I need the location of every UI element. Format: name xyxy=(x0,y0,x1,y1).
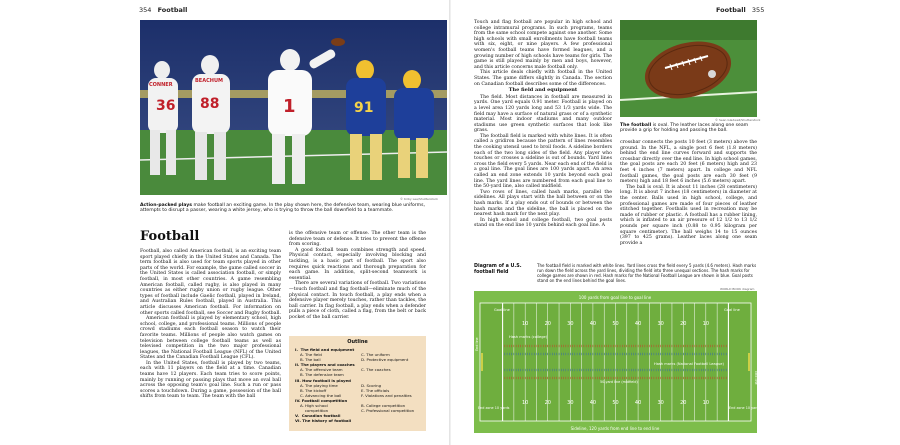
right-photo-credit: © Sean Gladwell/Shutterstock xyxy=(715,118,761,122)
yard-number: 20 xyxy=(680,400,687,406)
paragraph: A good football team combines strength and speed. Physical contact, especially involving blocking and tackling, is a basic part of football. The sport also requires quick reactions and thorough preparation for each game. In addition, split-second teamwork is essential. xyxy=(289,247,426,281)
paragraph: The football field is marked with white lines. It is often called a gridiron because the pattern of lines resembles the cooking utensil used to broil foods. A sideline borders each of the two long sides of the field. Any player who touches or crosses a sideline is out of bounds. Yard lines cross the field every 5 yards. Near each end of the field is a goal line. The goal lines are 100 yards apart. An area called an end zone extends 10 yards beyond each goal line. The yard lines are numbered from each goal line to the 50-yard line, also called midfield. xyxy=(474,133,612,190)
outline-item: III. How football is played xyxy=(295,377,351,383)
right-running-head: Football xyxy=(716,6,746,14)
paragraph: The ball is oval. It is about 11 inches (28 centimeters) long. It is about 7 inches (18 centimeters) in diameter at the center. Balls used in high school, college, and professional games are made of four pieces of leather stitched together. Footballs used in recreation may be made of rubber or plastic. A football has a rubber lining, which is inflated to an air pressure of 12 1/2 to 13 1/2 pounds per square inch (0.88 to 0.95 kilogram per square centimeter). The ball weighs 14 to 15 ounces (397 to 425 grams). Leather laces along one seam provide a xyxy=(620,184,757,246)
paragraph: Touch and flag football are popular in high school and college intramural programs. In such programs, teams from the same school compete against one another. Some high schools with small enrollments have football teams with six, eight, or nine players. A few professional women's football teams have formed leagues, and a growing number of high schools have teams for girls. The game is still played mainly by men and boys, however, and this article concerns male football only. xyxy=(474,20,612,70)
nfl-hash-label: Hash marks (National Football League) xyxy=(654,362,724,366)
yard-number: 20 xyxy=(680,321,687,327)
paragraph: Two rows of lines, called hash marks, parallel the sidelines. All plays start with the ball between or on the hash marks. If a play ends out of bounds or between the hash marks and the sideline, the ball is placed on the nearest hash mark for the next play. xyxy=(474,189,612,218)
left-running-head: Football xyxy=(157,6,188,14)
right-column-2 xyxy=(620,140,757,262)
yard-number: 40 xyxy=(634,321,642,327)
outline-item xyxy=(361,418,414,423)
outline-title: Outline xyxy=(347,339,368,345)
right-photo-caption xyxy=(620,123,757,134)
left-caption-text: make football an exciting game. In the play shown here, the defensive team, wearing blue uniforms, attempts to disrupt a passer, wearing a white jersey, who is trying to throw the ball downfield to a teammate. xyxy=(140,203,425,214)
ball-photo-image xyxy=(620,20,757,117)
yard-number: 40 xyxy=(589,400,597,406)
yard-number: 30 xyxy=(567,321,574,327)
end-zone-label-right: End zone 10 yards xyxy=(729,406,761,410)
jersey-name-1: CONNER xyxy=(149,82,173,88)
football-ball-photo xyxy=(620,20,757,117)
article-outline-box xyxy=(289,336,426,431)
yard-number: 50 xyxy=(612,321,619,327)
diagram-label: Diagram of a U.S. football field xyxy=(474,264,522,275)
yard-number: 20 xyxy=(544,400,551,406)
diagram-caption: The football field is marked with white lines. Yard lines cross the field every 5 yards (4.6 meters). Hash marks run down the field across the yard lines, dividing the field into three unequal sections. The hash marks for college games are shown in red. Hash marks for the National Football League are shown in blue. Goal posts stand on the end lines behind the goal lines. xyxy=(537,263,757,283)
yard-number: 30 xyxy=(657,321,664,327)
dimension-top: 100 yards from goal line to goal line xyxy=(578,295,652,300)
left-column-1 xyxy=(140,249,281,443)
jersey-number-1: 36 xyxy=(156,98,176,114)
outline-item: VI. The history of football xyxy=(295,418,352,424)
left-photo-caption xyxy=(140,203,440,214)
entry-title: Football xyxy=(140,229,200,244)
yard-number: 50 xyxy=(612,400,619,406)
right-column-1 xyxy=(474,20,612,262)
outline-item: IV. Football competition xyxy=(295,397,348,403)
paragraph: In high school and college football, two goal posts stand on the end line 10 yards behind each goal line. A xyxy=(474,217,612,229)
outline-item: B. College competition xyxy=(361,403,406,409)
left-folio xyxy=(139,6,187,14)
yard-number: 30 xyxy=(567,400,574,406)
outline-item: I. The field and equipment xyxy=(295,347,355,352)
left-caption-lead: Action-packed plays xyxy=(140,203,192,208)
end-line-label-right: End line xyxy=(754,371,758,385)
yard-number: 10 xyxy=(521,321,529,327)
yard-number: 10 xyxy=(521,400,529,406)
yard-number: 10 xyxy=(702,400,710,406)
jersey-number-4: 91 xyxy=(354,100,374,116)
outline-right-list xyxy=(361,347,414,423)
end-line-label-left: End line xyxy=(475,337,479,351)
action-photo-image xyxy=(140,20,447,195)
midfield-label: 50-yard line (midfield) xyxy=(600,380,638,384)
yard-number: 30 xyxy=(657,400,664,406)
jersey-name-2: BEACHUM xyxy=(195,78,223,84)
outline-item: D. Scoring xyxy=(361,382,382,388)
right-folio xyxy=(716,6,764,14)
paragraph: crossbar connects the posts 10 feet (3 meters) above the ground. In the NFL, a single post 6 feet (1.8 meters) behind the end line curves forward and supports the crossbar directly over the end line. In high school games, the goal posts are each 20 feet (6 meters) high and 23 feet 4 inches (7 meters) apart. In college and NFL football games, the goal posts are each 30 feet (9 meters) high and 18 feet 6 inches (5.6 meters) apart. xyxy=(620,140,757,185)
left-photo-credit: © Kirby Lee/Shutterstock xyxy=(400,197,439,201)
outline-item: V. Canadian football xyxy=(295,413,341,419)
outline-item: B. The ball xyxy=(295,357,321,363)
intro-paragraph: Football, also called American football, is an exciting team sport played chiefly in the United States and Canada. The term football is also used for team sports played in other parts of the world. For example, the game called soccer in the United States is called association football, or simply football, in most other countries. A game resembling American football, called rugby, is also played in many countries as either rugby union or rugby league. Other types of football include Gaelic football, played in Ireland, and Australian Rules football, played in Australia. This article discusses American football. For information on other sports called football, see Soccer and Rugby football. xyxy=(140,249,281,316)
yard-number: 10 xyxy=(702,321,710,327)
page-gutter xyxy=(449,0,451,445)
paragraph: is the offensive team or offense. The other team is the defensive team or defense. It tries to prevent the offense from scoring. xyxy=(289,231,426,248)
end-zone-label-left: End zone 10 yards xyxy=(478,406,510,410)
outline-item: competition xyxy=(295,408,329,414)
yard-number: 40 xyxy=(634,400,642,406)
football-action-photo xyxy=(140,20,447,195)
outline-item: B. The kickoff xyxy=(295,387,327,393)
jersey-number-2: 1 xyxy=(283,96,296,117)
outline-item: A. High school xyxy=(295,403,328,409)
diagram-credit: WORLD BOOK diagram xyxy=(720,287,755,291)
paragraph: American football is played by elementary school, high school, college, and professional teams. Millions of people crowd stadiums each football season to watch their favorite teams. Millions of people also watch games on television between college football teams as well as televised competition in the two major professional leagues, the National Football League (NFL) of the United States and the Canadian Football League (CFL). xyxy=(140,316,281,361)
outline-item: C. Advancing the ball xyxy=(295,392,342,398)
outline-item: A. The field xyxy=(295,352,322,358)
outline-item: II. The players and coaches xyxy=(295,362,355,368)
outline-item: C. The coaches xyxy=(361,367,391,373)
left-column-2 xyxy=(289,231,426,335)
outline-item: D. Protective equipment xyxy=(361,357,409,363)
right-caption-text: is oval. The leather laces along one seam provide a grip for holding and passing the ball. xyxy=(620,123,749,134)
right-page-number: 355 xyxy=(751,6,765,14)
outline-left-list xyxy=(295,347,355,423)
outline-item: C. Professional competition xyxy=(361,408,415,414)
paragraph: The field. Most distances in football are measured in yards. One yard equals 0.91 meter. Football is played on a level area 120 yards long and 53 1/3 yards wide. The field may have a surface of natural grass or of a synthetic material. Most indoor stadiums and many outdoor stadiums use green synthetic surfaces that look like grass. xyxy=(474,94,612,134)
nfl-shield-icon xyxy=(708,70,716,78)
outline-item: A. The playing time xyxy=(295,382,338,388)
right-caption-lead: The football xyxy=(620,123,652,128)
paragraph: There are several variations of football. Two variations—touch football and flag football—eliminate much of the physical contact. In touch football, a play ends when a defensive player merely touches, rather than tackles, the ball carrier. In flag football, a play ends when a defender pulls a piece of cloth, called a flag, from the belt or back pocket of the ball carrier. xyxy=(289,281,426,320)
left-page-number: 354 xyxy=(139,6,152,14)
yard-number: 20 xyxy=(544,321,551,327)
section-heading: The field and equipment xyxy=(508,87,578,94)
outline-item: B. The defensive team xyxy=(295,372,344,378)
dimension-bottom: Sideline, 120 yards from end line to end line xyxy=(570,426,660,431)
outline-item: A. The offensive team xyxy=(295,367,343,373)
goal-line-label-left: Goal line xyxy=(494,308,510,312)
college-hash-label: Hash marks (college) xyxy=(509,335,548,339)
jersey-number-3: 88 xyxy=(200,96,220,112)
football-field-diagram xyxy=(474,291,761,433)
paragraph: In the United States, football is played by two teams, each with 11 players on the field at a time. Canadian teams have 12 players. Each team tries to score points, mainly by running or passing plays that move an oval ball across the opposing team's goal line. Such a run or pass scores a touchdown. During a game, possession of the ball shifts from team to team. The team with the ball xyxy=(140,360,281,400)
goal-line-label-right: Goal line xyxy=(724,308,740,312)
yard-number: 40 xyxy=(589,321,597,327)
outline-item: F. Violations and penalties xyxy=(361,392,412,398)
field-svg xyxy=(474,291,761,433)
outline-item: E. The officials xyxy=(361,387,390,393)
outline-item: C. The uniform xyxy=(361,352,390,358)
paragraph: This article deals chiefly with football in the United States. The game differs slightly in Canada. The section on Canadian football describes some of the differences. xyxy=(474,70,612,87)
